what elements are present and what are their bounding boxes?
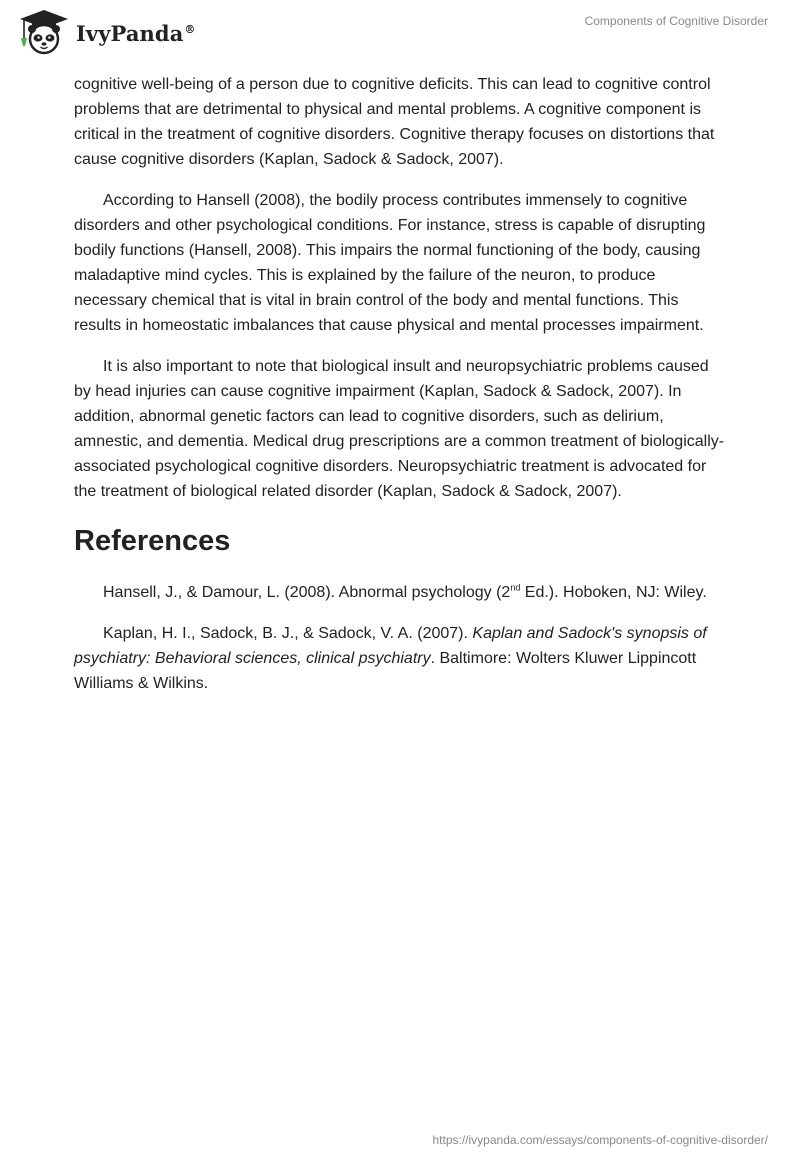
panda-logo-icon xyxy=(16,8,72,56)
body-paragraph-1: cognitive well-being of a person due to cognitive deficits. This can lead to cognitive control problems that are detrimental to physical and mental problems. A cognitive component is critical in the treatment of cognitive disorders. Cognitive therapy focuses on distortions that cause cognitive disorders (Kaplan, Sadock & Sadock, 2007). xyxy=(74,76,715,168)
body-paragraph-2: According to Hansell (2008), the bodily process contributes immensely to cognitive disorders and other psychological conditions. For instance, stress is capable of disrupting bodily functions (Hansell, 2008). This impairs the normal functioning of the body, causing maladaptive mind cycles. This is explained by the failure of the neuron, to produce necessary chemical that is vital in brain control of the body and mental functions. This results in homeostatic imbalances that cause physical and mental processes impairment. xyxy=(74,192,706,334)
source-url[interactable]: https://ivypanda.com/essays/components-of-cognitive-disorder/ xyxy=(432,1133,768,1147)
reference-kaplan-title: Kaplan and Sadock's synopsis of psychiatry: Behavioral sciences, clinical psychiatry xyxy=(74,625,707,667)
essay-content xyxy=(74,72,726,712)
ivypanda-logo[interactable] xyxy=(16,8,196,56)
reference-hansell-publisher: Ed.). Hoboken, NJ: Wiley. xyxy=(520,584,707,601)
reference-hansell-text: Hansell, J., & Damour, L. (2008). Abnormal psychology (2 xyxy=(103,584,511,601)
reference-kaplan-publisher: . Baltimore: Wolters Kluwer Lippincott Williams & Wilkins. xyxy=(74,650,697,692)
reference-kaplan-authors: Kaplan, H. I., Sadock, B. J., & Sadock, V. A. (2007). xyxy=(103,625,473,642)
reference-hansell xyxy=(74,580,726,605)
page-header xyxy=(0,0,800,62)
reference-kaplan xyxy=(74,621,726,696)
references-heading: References xyxy=(74,525,231,557)
logo-wordmark: IvyPanda® xyxy=(76,20,196,46)
ordinal-superscript: nd xyxy=(510,582,521,593)
body-paragraph-3: It is also important to note that biological insult and neuropsychiatric problems caused by head injuries can cause cognitive impairment (Kaplan, Sadock & Sadock, 2007). In addition, abnormal genetic factors can lead to cognitive disorders, such as delirium, amnestic, and dementia. Medical drug prescriptions are a common treatment of biologically-associated psychological cognitive disorders. Neuropsychiatric treatment is advocated for the treatment of biological related disorder (Kaplan, Sadock & Sadock, 2007). xyxy=(74,358,725,500)
running-title: Components of Cognitive Disorder xyxy=(584,14,768,28)
